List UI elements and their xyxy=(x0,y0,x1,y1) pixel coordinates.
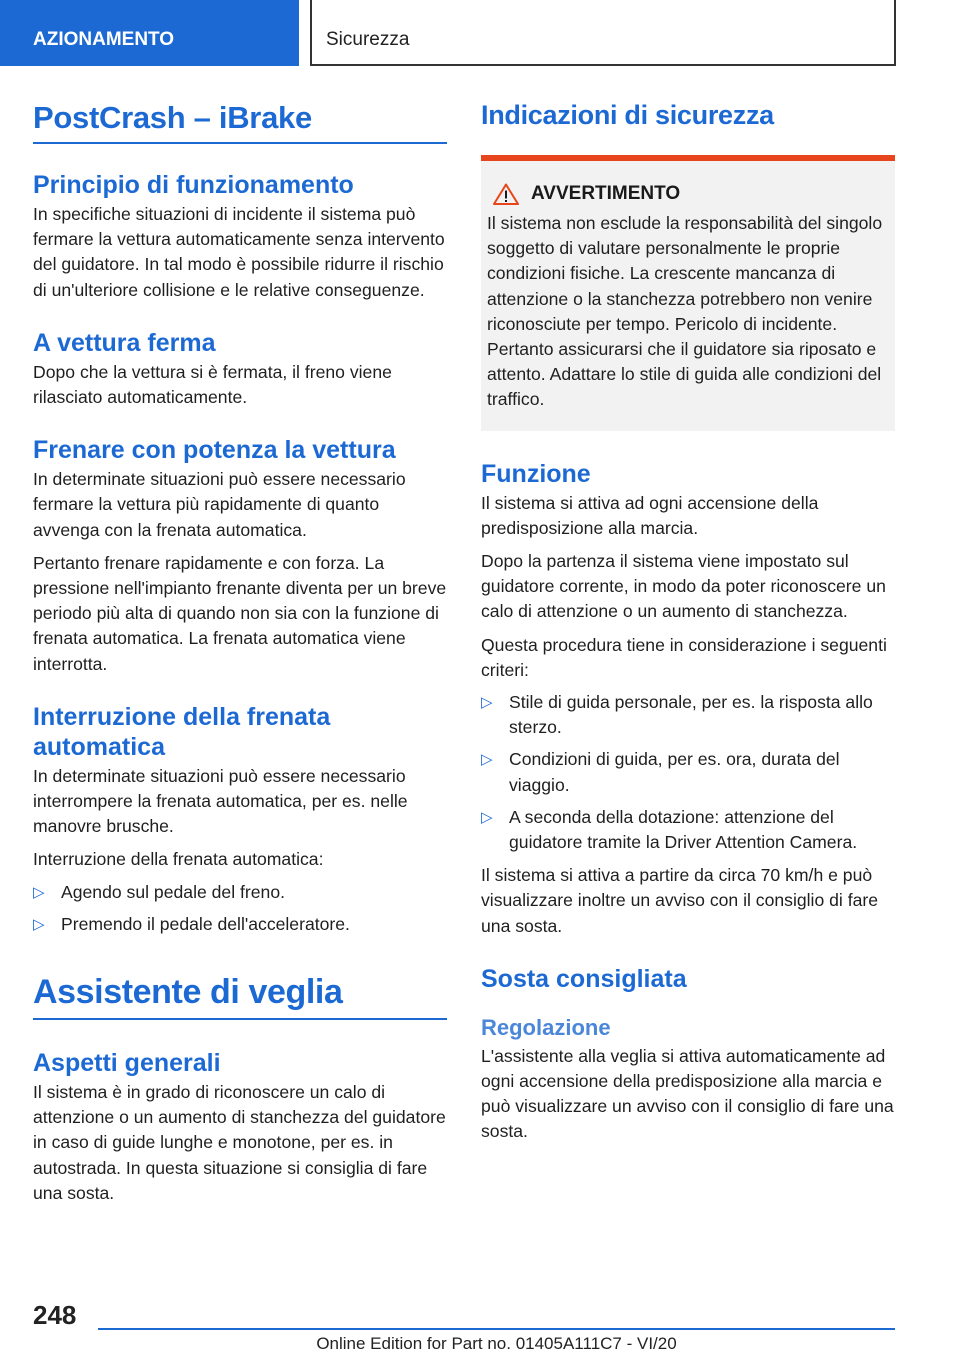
right-column xyxy=(481,100,895,1145)
section-title: Sicurezza xyxy=(310,0,896,66)
frenare-text-2: Pertanto frenare rapidamente e con forza. La pressione nell'impianto frenante diventa per un breve periodo più alta di quando non sia con la funzione di frenata automatica. La frenata automatica viene interrotta. xyxy=(33,552,447,674)
funzione-text-3: Questa procedura tiene in considerazione i seguenti criteri: xyxy=(481,634,887,680)
triangle-bullet-icon: ▷ xyxy=(33,915,45,933)
chapter-tab: AZIONAMENTO xyxy=(0,0,299,66)
list-item: ▷ Stile di guida personale, per es. la risposta allo sterzo. xyxy=(481,692,873,738)
funzione-text-2: Dopo la partenza il sistema viene impostato sul guidatore corrente, in modo da poter riconoscere un calo di attenzione o un aumento di stanchezza. xyxy=(481,551,886,622)
triangle-bullet-icon: ▷ xyxy=(481,694,493,712)
edition-note: Online Edition for Part no. 01405A111C7 - VI/20 xyxy=(316,1334,677,1353)
assistente-title: Assistente di veglia xyxy=(33,973,447,1020)
list-item: ▷ Premendo il pedale dell'acceleratore. xyxy=(33,912,447,937)
page-number: 248 xyxy=(33,1300,77,1330)
ferma-text: Dopo che la vettura si è fermata, il freno viene rilasciato automaticamente. xyxy=(33,361,392,408)
warning-text: Il sistema non esclude la responsabilità del singolo soggetto di valutare personalmente le proprie condizioni fisiche. La crescente mancanza di attenzione o la stanchezza potrebbero non venire riconosciute per tempo. Pericolo di incidente. Pertanto assicurarsi che il guidatore sia riposato e attento. Adattare lo stile di guida alle condizioni del traffico. xyxy=(487,213,883,410)
warning-label: AVVERTIMENTO xyxy=(531,183,681,204)
left-column xyxy=(33,100,447,1206)
frenare-heading: Frenare con potenza la vettura xyxy=(33,436,396,465)
list-item: ▷ Condizioni di guida, per es. ora, durata del viaggio. xyxy=(481,749,840,795)
principio-text: In specifiche situazioni di incidente il sistema può fermare la vettura automaticamente senza intervento del guidatore. In tal modo è possibile ridurre il rischio di un'ulteriore collisione e le relative conseguenze. xyxy=(33,204,445,300)
list-item: ▷ Agendo sul pedale del freno. xyxy=(33,880,447,905)
regolazione-text: L'assistente alla veglia si attiva automaticamente ad ogni accensione della predisposizione alla marcia e può visualizzare un avviso con il consiglio di fare una sosta. xyxy=(481,1045,894,1142)
funzione-text-4: Il sistema si attiva a partire da circa 70 km/h e può visualizzare inoltre un avviso con il consiglio di fare una sosta. xyxy=(481,865,879,936)
triangle-bullet-icon: ▷ xyxy=(33,883,45,901)
postcrash-title: PostCrash – iBrake xyxy=(33,100,447,144)
principio-heading: Principio di funzionamento xyxy=(33,171,354,199)
criteri-list xyxy=(481,690,895,855)
interruzione-text-2: Interruzione della frenata automatica: xyxy=(33,849,324,870)
list-item: ▷ A seconda della dotazione: attenzione del guidatore tramite la Driver Attention Camera. xyxy=(481,806,858,853)
aspetti-heading: Aspetti generali xyxy=(33,1049,221,1078)
ferma-heading: A vettura ferma xyxy=(33,328,216,357)
footer-divider xyxy=(98,1328,895,1330)
frenare-text-1: In determinate situazioni può essere necessario fermare la vettura più rapidamente di quanto avvenga con la frenata automatica. xyxy=(33,469,406,540)
triangle-bullet-icon: ▷ xyxy=(481,751,493,769)
interruzione-heading: Interruzione della frenata automatica xyxy=(33,702,331,761)
warning-header xyxy=(487,183,885,205)
funzione-heading: Funzione xyxy=(481,459,591,488)
warning-triangle-icon xyxy=(493,183,519,205)
triangle-bullet-icon: ▷ xyxy=(481,808,493,826)
interruzione-text-1: In determinate situazioni può essere necessario interrompere la frenata automatica, per es. nelle manovre brusche. xyxy=(33,765,408,837)
regolazione-heading: Regolazione xyxy=(481,1014,611,1040)
page-header xyxy=(0,0,960,66)
interruzione-list xyxy=(33,880,447,937)
sicurezza-title: Indicazioni di sicurezza xyxy=(481,100,774,130)
aspetti-text: Il sistema è in grado di riconoscere un calo di attenzione o un aumento di stanchezza del guidatore in caso di guide lunghe e monotone, per es. in autostrada. In questa situazione si consiglia di fare una sosta. xyxy=(33,1082,446,1203)
sosta-heading: Sosta consigliata xyxy=(481,964,687,993)
warning-box xyxy=(481,155,895,431)
funzione-text-1: Il sistema si attiva ad ogni accensione della predisposizione alla marcia. xyxy=(481,492,819,538)
